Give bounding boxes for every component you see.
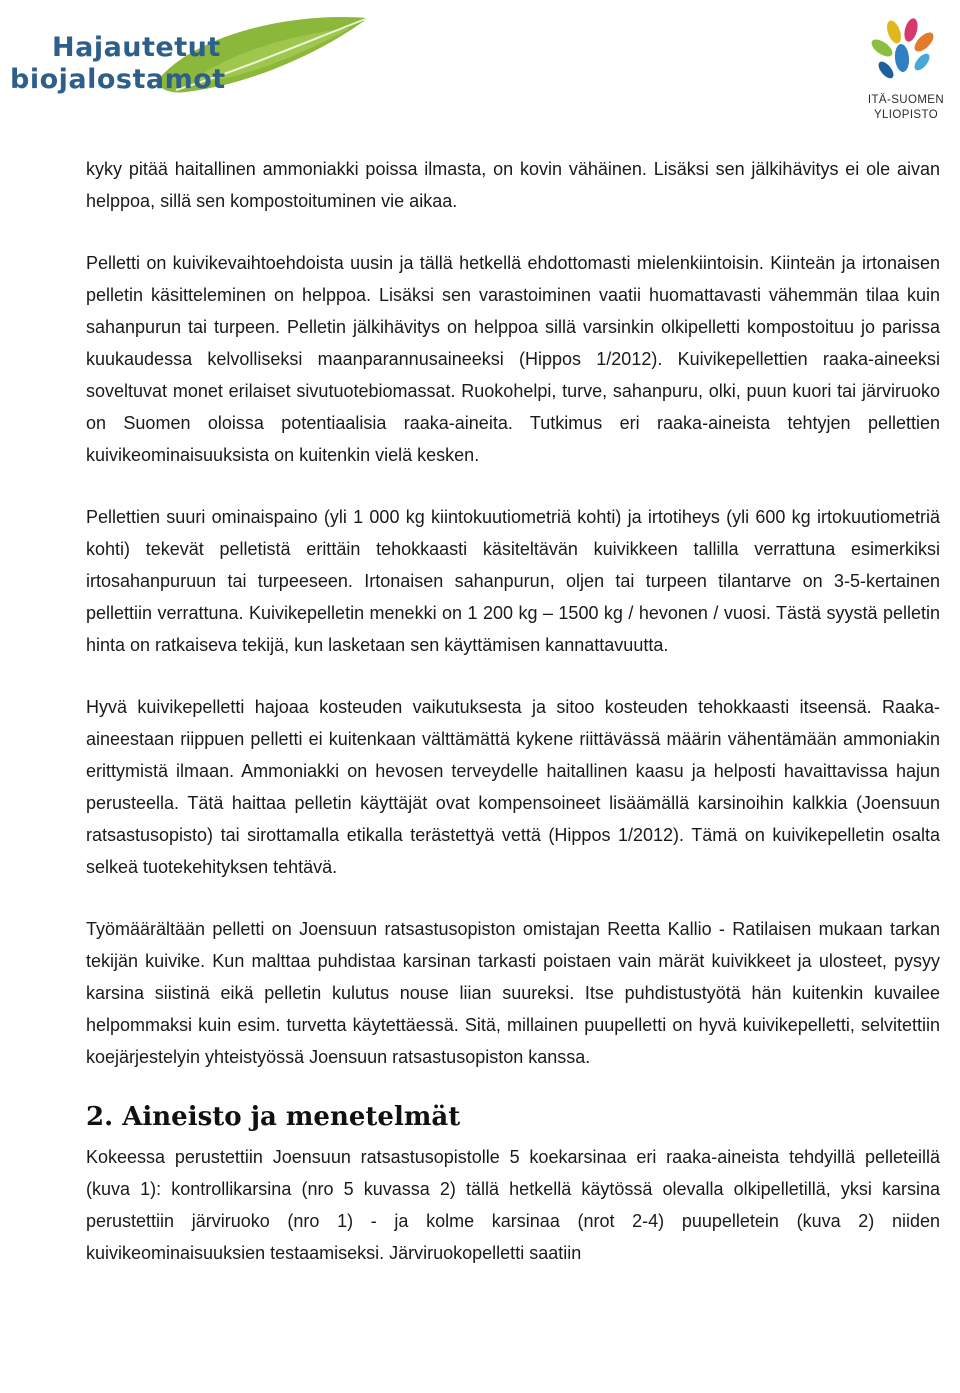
logo-text-line2: biojalostamot [10, 64, 226, 95]
section-heading-text: 2. Aineisto ja menetelmät [86, 1102, 461, 1132]
paragraph-4: Hyvä kuivikepelletti hajoaa kosteuden vaikutuksesta ja sitoo kosteuden tehokkaasti itseensä. Raaka-aineestaan riippuen pelletti ei kuitenkaan välttämättä kykene riittävässä määrin vähentämään ammoniakin erittymistä ilmaan. Ammoniakki on hevosen terveydelle haitallinen kaasu ja helposti havaittavissa hajun perusteella. Tätä haittaa pelletin käyttäjät ovat kompensoineet lisäämällä karsinoihin kalkkia (Joensuun ratsastusopisto) tai sirottamalla etikalla terästettyä vettä (Hippos 1/2012). Tämä on kuivikepelletin osalta selkeä tuotekehityksen tehtävä. [86, 697, 940, 877]
section-heading [86, 1099, 940, 1141]
document-body [86, 153, 940, 1269]
paragraph-3: Pellettien suuri ominaispaino (yli 1 000 kg kiintokuutiometriä kohti) ja irtotiheys (yli 600 kg irtokuutiometriä kohti) tekevät pelletistä erittäin tehokkaasti käsiteltävän kuivikkeen tallilla verrattuna esimerkiksi irtosahanpuruun tai turpeeseen. Irtonaisen sahanpurun, oljen tai turpeen tilantarve on 3-5-kertainen pellettiin verrattuna. Kuivikepelletin menekki on 1 200 kg – 1500 kg / hevonen / vuosi. Tästä syystä pelletin hinta on ratkaiseva tekijä, kun lasketaan sen käyttämisen kannattavuutta. [86, 507, 940, 655]
paragraph-5: Työmäärältään pelletti on Joensuun ratsastusopiston omistajan Reetta Kallio - Ratilaisen mukaan tarkan tekijän kuivike. Kun malttaa puhdistaa karsinan tarkasti poistaen vain märät kuivikkeet ja ulosteet, pysyy karsina siistinä eikä pelletin kulutus nouse liian suureksi. Itse puhdistustyötä hän kuitenkin kuvailee helpommaksi kuin esim. turvetta käytettäessä. Sitä, millainen puupelletti on hyvä kuivikepelletti, selvitettiin koejärjestelyin yhteistyössä Joensuun ratsastusopiston kanssa. [86, 919, 940, 1067]
paragraph-1: kyky pitää haitallinen ammoniakki poissa ilmasta, on kovin vähäinen. Lisäksi sen jälkihävitys ei ole aivan helppoa, sillä sen kompostoituminen vie aikaa. [86, 159, 940, 211]
university-logo [856, 18, 960, 128]
section-paragraph: Kokeessa perustettiin Joensuun ratsastusopistolle 5 koekarsinaa eri raaka-aineista tehdyillä pelleteillä (kuva 1): kontrollikarsina (nro 5 kuvassa 2) tällä hetkellä käytössä olevalla olkipelletillä, yksi karsina perustettiin järviruoko (nro 1) - ja kolme karsinaa (nrot 2-4) puupelletein (kuva 2) niiden kuivikeominaisuuksien testaamiseksi. Järviruokopelletti saatiin [86, 1147, 940, 1263]
flower-logo-icon [856, 18, 956, 90]
page-header [0, 0, 960, 140]
project-logo [6, 12, 376, 102]
logo-text-line1: Hajautetut [52, 32, 221, 63]
university-name-line2: YLIOPISTO [873, 109, 939, 121]
university-name-line1: ITÄ-SUOMEN [867, 94, 945, 106]
paragraph-2: Pelletti on kuivikevaihtoehdoista uusin ja tällä hetkellä ehdottomasti mielenkiintoisin. Kiinteän ja irtonaisen pelletin käsitteleminen on helppoa. Lisäksi sen varastoiminen vaatii huomattavasti vähemmän tilaa kuin sahanpurun tai turpeen. Pelletin jälkihävitys on helppoa sillä varsinkin olkipelletti kompostoituu jo parissa kuukaudessa kelvolliseksi maanparannusaineeksi (Hippos 1/2012). Kuivikepellettien raaka-aineeksi soveltuvat monet erilaiset sivutuotebiomassat. Ruokohelpi, turve, sahanpuru, olki, puun kuori tai järviruoko on Suomen oloissa potentiaalisia raaka-aineita. Tutkimus eri raaka-aineista tehtyjen pellettien kuivikeominaisuuksista on kuitenkin vielä kesken. [86, 253, 940, 465]
